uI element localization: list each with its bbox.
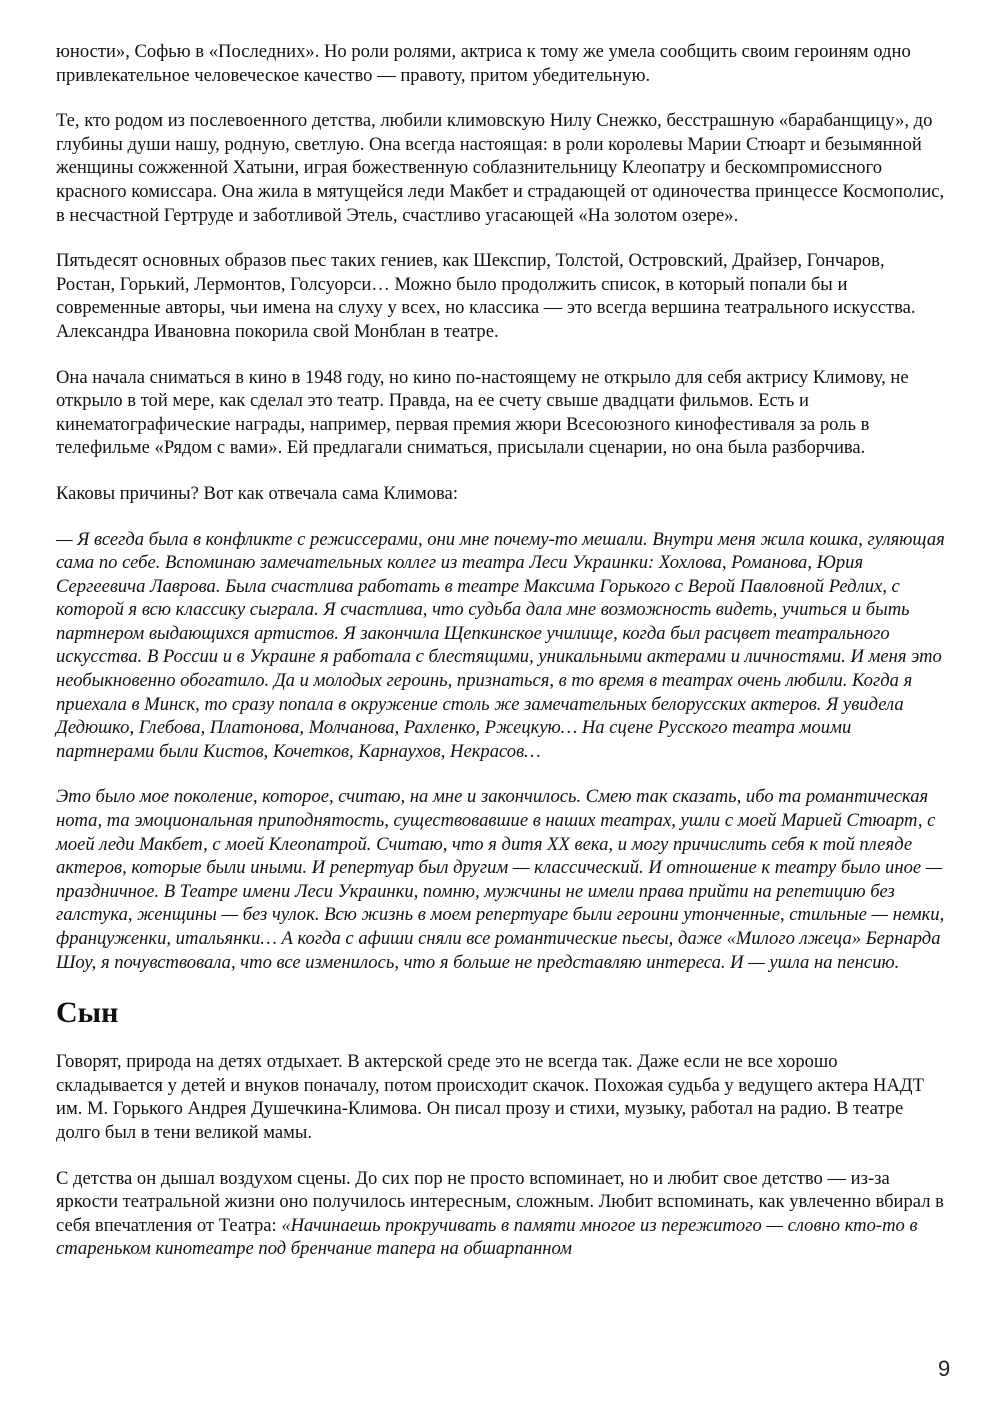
paragraph-childhood-stage [56, 1167, 946, 1261]
paragraph-childhood-italic-quote: «Начинаешь прокручивать в памяти многое из пережитого — словно кто-то в стареньком кинотеатре под бренчание тапера на обшарпанном [56, 1214, 918, 1260]
quote-paragraph-generation: Это было мое поколение, которое, считаю, на мне и закончилось. Смею так сказать, ибо та романтическая нота, та эмоциональная приподнятость, существовавшие в наших театрах, ушли с моей Марией Стюарт, с моей леди Макбет, с моей Клеопатрой. Считаю, что я дитя XX века, и могу причислить себя к той плеяде актеров, которые были иными. И репертуар был другим — классический. И отношение к театру было иное — праздничное. В Театре имени Леси Украинки, помню, мужчины не имели права прийти на репетицию без галстука, женщины — без чулок. Всю жизнь в моем репертуаре были героини утонченные, стильные — немки, француженки, итальянки… А когда с афиши сняли все романтические пьесы, даже «Милого лжеца» Бернарда Шоу, я почувствовала, что все изменилось, что я больше не представляю интереса. И — ушла на пенсию. [56, 786, 945, 973]
quote-paragraph-conflict: — Я всегда была в конфликте с режиссерами, они мне почему-то мешали. Внутри меня жила кошка, гуляющая сама по себе. Вспоминаю замечательных коллег из театра Леси Украинки: Хохлова, Романова, Юрия Сергеевича Лаврова. Была счастлива работать в театре Максима Горького с Верой Павловной Редлих, с которой я всю классику сыграла. Я счастлива, что судьба дала мне возможность видеть, учиться и быть партнером выдающихся артистов. Я закончила Щепкинское училище, когда был расцвет театрального искусства. В России и в Украине я работала с блестящими, уникальными актерами и личностями. И меня это необыкновенно обогатило. Да и молодых героинь, признаться, в то время в театрах очень любили. Когда я приехала в Минск, то сразу попала в окружение столь же замечательных белорусских актеров. Я увидела Дедюшко, Глебова, Платонова, Молчанова, Рахленко, Ржецкую… На сцене Русского театра моими партнерами были Кистов, Кочетков, Карнаухов, Некрасов… [56, 528, 945, 762]
paragraph-fifty-roles: Пятьдесят основных образов пьес таких гениев, как Шекспир, Толстой, Островский, Драйзер, Гончаров, Ростан, Горький, Лермонтов, Голсуорси… Можно было продолжить список, в который попали бы и современные авторы, чьи имена на слуху у всех, но классика — это всегда вершина театрального искусства. Александра Ивановна покорила свой Монблан в театре. [56, 250, 916, 342]
page-body [56, 40, 946, 1283]
page-number: 9 [938, 1356, 951, 1381]
paragraph-cinema: Она начала сниматься в кино в 1948 году, но кино по-настоящему не открыло для себя актрису Климову, не открыло в той мере, как сделал это театр. Правда, на ее счету свыше двадцати фильмов. Есть и кинематографические награды, например, первая премия жюри Всесоюзного кинофестиваля за роль в телефильме «Рядом с вами». Ей предлагали сниматься, присылали сценарии, но она была разборчива. [56, 366, 909, 459]
paragraph-nature-rests: Говорят, природа на детях отдыхает. В актерской среде это не всегда так. Даже если не все хорошо складывается у детей и внуков поначалу, потом происходит скачок. Похожая судьба у ведущего актера НАДТ им. М. Горького Андрея Душечкина-Климова. Он писал прозу и стихи, музыку, работал на радио. В театре долго был в тени великой мамы. [56, 1051, 924, 1143]
paragraph-childhood-plain: С детства он дышал воздухом сцены. До сих пор не просто вспоминает, но и любит свое детство — из-за яркости театральной жизни оно получилось интересным, сложным. Любит вспоминать, как увлеченно вбирал в себя впечатления от Театра: [56, 1167, 944, 1236]
paragraph-postwar-childhood: Те, кто родом из послевоенного детства, любили климовскую Нилу Снежко, бесстрашную «барабанщицу», до глубины души нашу, родную, светлую. Она всегда настоящая: в роли королевы Марии Стюарт и безымянной женщины сожженной Хатыни, играя божественную соблазнительницу Клеопатру и бескомпромиссного красного комиссара. Она жила в мятущейся леди Макбет и страдающей от одиночества принцессе Космополис, в несчастной Гертруде и заботливой Этель, счастливо угасающей «На золотом озере». [56, 110, 945, 226]
section-heading-son: Сын [56, 996, 119, 1030]
paragraph-reasons: Каковы причины? Вот как отвечала сама Климова: [56, 482, 458, 504]
paragraph-youth-roles: юности», Софью в «Последних». Но роли ролями, актриса к тому же умела сообщить своим героиням одно привлекательное человеческое качество — правоту, притом убедительную. [56, 41, 911, 86]
